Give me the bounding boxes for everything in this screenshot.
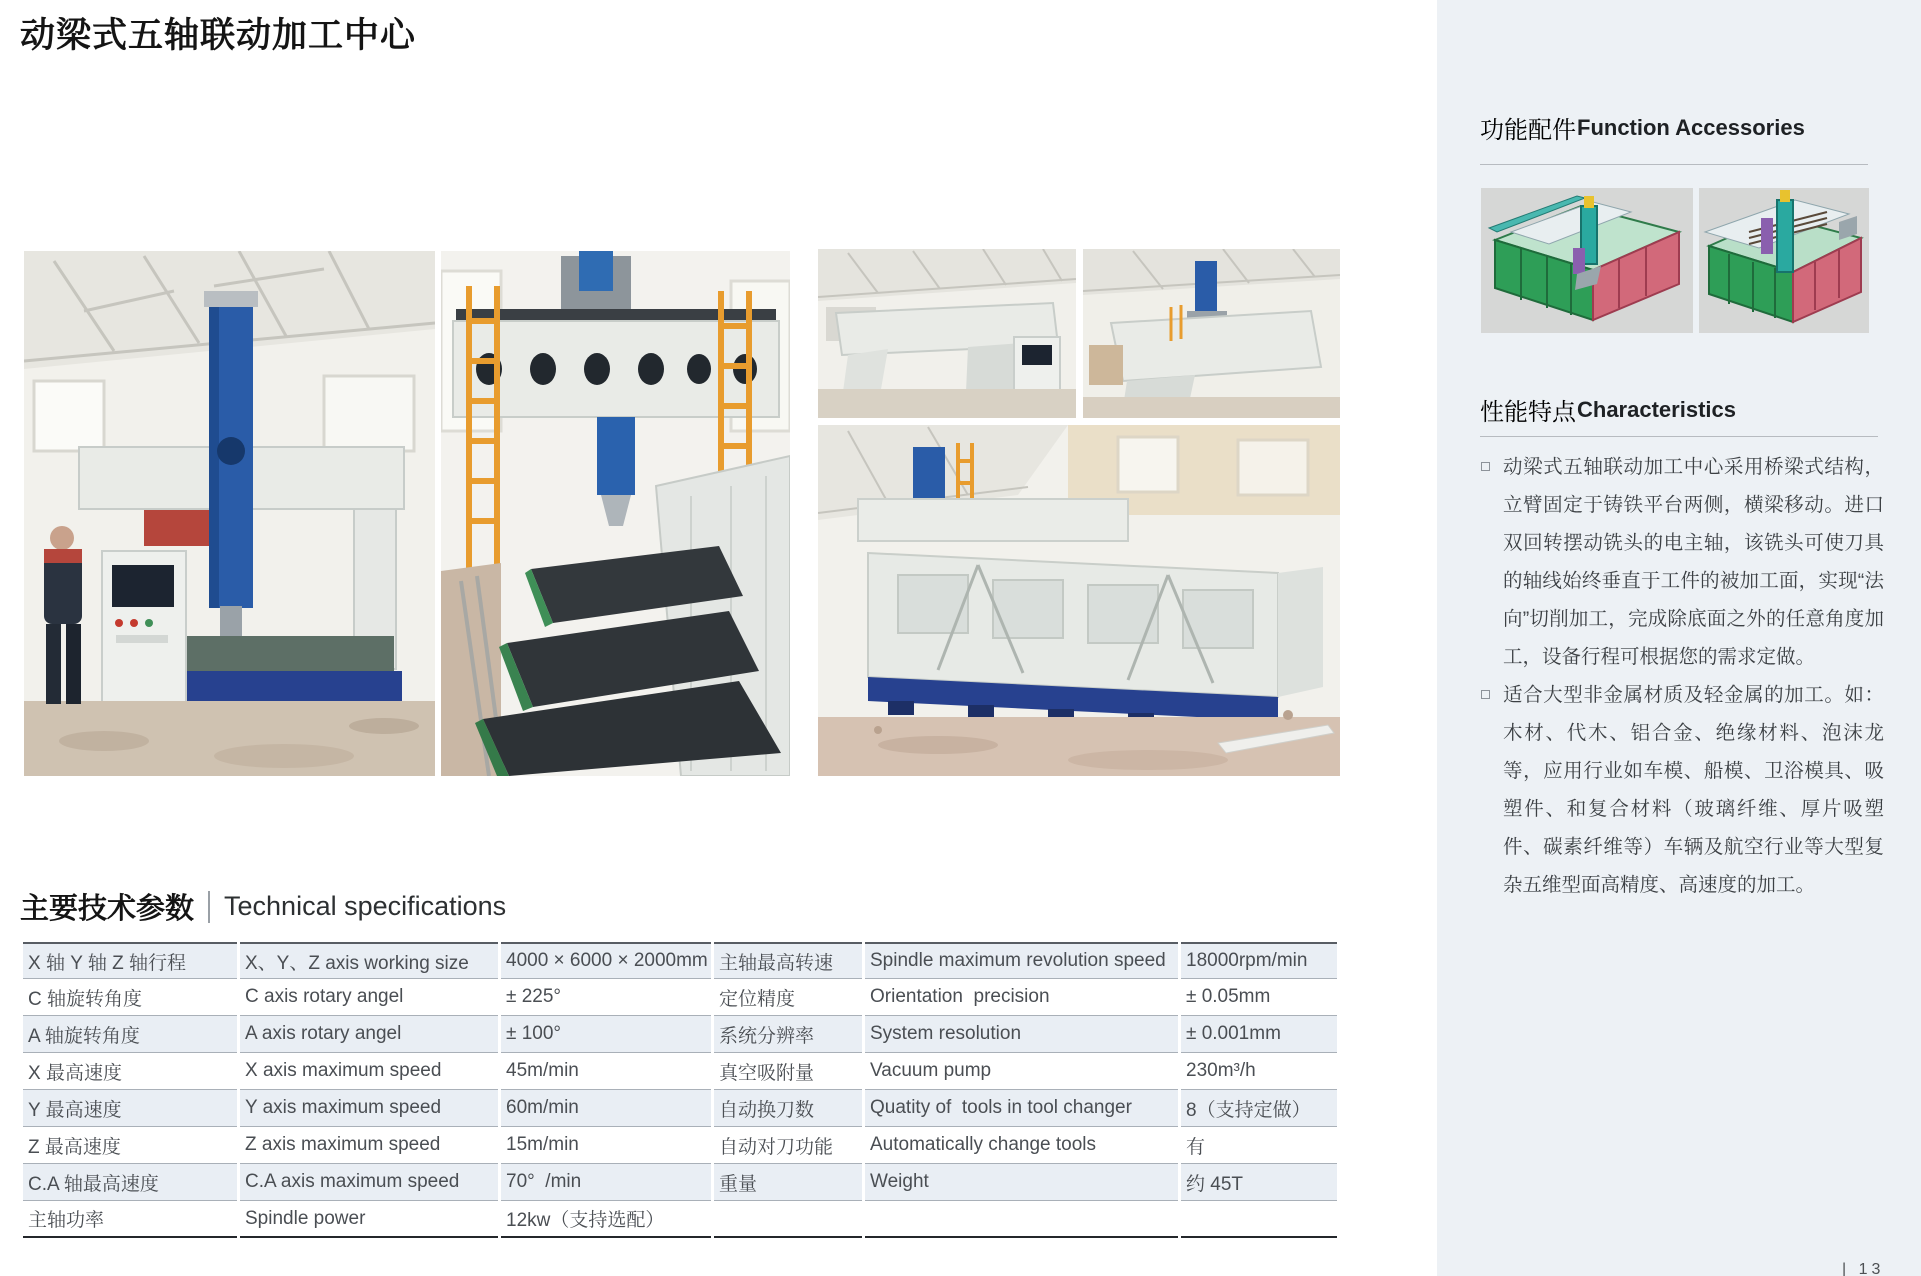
spec-cn: 自动换刀数 [714, 1090, 862, 1127]
table-row [23, 1090, 1337, 1127]
characteristics-title-cn: 性能特点 [1480, 399, 1576, 426]
photo-machine-enclosure [818, 425, 1340, 776]
spec-en: X、Y、Z axis working size [240, 942, 498, 979]
spec-en [865, 1201, 1178, 1238]
accessories-title-cn: 功能配件 [1480, 117, 1576, 144]
spec-cn: 真空吸附量 [714, 1053, 862, 1090]
accessory-cad-render-1-image [1481, 188, 1693, 333]
list-item [1480, 676, 1884, 904]
accessory-cad-render-2 [1699, 188, 1869, 333]
spec-value: 12kw（支持选配） [501, 1201, 711, 1238]
table-row [23, 1016, 1337, 1053]
spec-en: Quatity of tools in tool changer [865, 1090, 1178, 1127]
photo-machine-blue-column-image [1083, 249, 1340, 418]
spec-value: ± 100° [501, 1016, 711, 1053]
spec-value: ± 225° [501, 979, 711, 1016]
specs-heading [20, 886, 506, 927]
table-row [23, 942, 1337, 979]
spec-cn: Y 最高速度 [23, 1090, 237, 1127]
spec-cn: 重量 [714, 1164, 862, 1201]
spec-value: 60m/min [501, 1090, 711, 1127]
photo-machine-with-operator [24, 251, 435, 776]
characteristic-text: 适合大型非金属材质及轻金属的加工。如：木材、代木、铝合金、绝缘材料、泡沫龙等，应用行业如车模、船模、卫浴模具、吸塑件、和复合材料（玻璃纤维、厚片吸塑件、碳素纤维等）车辆及航空行业等大型复杂五维型面高精度、高速度的加工。 [1503, 684, 1884, 896]
spec-cn: 主轴功率 [23, 1201, 237, 1238]
spec-value: 230m³/h [1181, 1053, 1337, 1090]
spec-cn: C.A 轴最高速度 [23, 1164, 237, 1201]
characteristics-title-en: Characteristics [1577, 396, 1736, 422]
photo-machine-side-view [818, 249, 1076, 418]
spec-en: Y axis maximum speed [240, 1090, 498, 1127]
specs-title-cn: 主要技术参数 [20, 893, 195, 925]
spec-en: Spindle maximum revolution speed [865, 942, 1178, 979]
spec-value: 4000 × 6000 × 2000mm [501, 942, 711, 979]
spec-value: 约 45T [1181, 1164, 1337, 1201]
spec-en: X axis maximum speed [240, 1053, 498, 1090]
spec-en: Weight [865, 1164, 1178, 1201]
characteristics-heading [1480, 392, 1736, 427]
spec-value: 18000rpm/min [1181, 942, 1337, 979]
sidebar [1437, 0, 1921, 1276]
accessory-cad-render-1 [1481, 188, 1693, 333]
spec-en: C.A axis maximum speed [240, 1164, 498, 1201]
spec-cn: C 轴旋转角度 [23, 979, 237, 1016]
spec-value: 8（支持定做） [1181, 1090, 1337, 1127]
specs-title-en: Technical specifications [224, 891, 507, 921]
spec-cn: 定位精度 [714, 979, 862, 1016]
heading-divider [208, 891, 210, 923]
photo-machine-with-operator-image [24, 251, 435, 776]
spec-en: Vacuum pump [865, 1053, 1178, 1090]
photo-gantry-crossbeam [441, 251, 790, 776]
spec-en: Orientation precision [865, 979, 1178, 1016]
page-title: 动梁式五轴联动加工中心 [20, 16, 417, 55]
spec-en: A axis rotary angel [240, 1016, 498, 1053]
photo-machine-enclosure-image [818, 425, 1340, 776]
spec-cn: 自动对刀功能 [714, 1127, 862, 1164]
spec-en: Automatically change tools [865, 1127, 1178, 1164]
characteristics-list [1480, 448, 1884, 904]
list-item [1480, 448, 1884, 676]
spec-value: 15m/min [501, 1127, 711, 1164]
spec-value: ± 0.001mm [1181, 1016, 1337, 1053]
characteristics-rule [1480, 436, 1878, 437]
accessories-title-en: Function Accessories [1577, 114, 1805, 140]
spec-en: Z axis maximum speed [240, 1127, 498, 1164]
accessory-cad-render-2-image [1699, 188, 1869, 333]
spec-en: System resolution [865, 1016, 1178, 1053]
spec-value [1181, 1201, 1337, 1238]
spec-cn: X 轴 Y 轴 Z 轴行程 [23, 942, 237, 979]
table-row [23, 1164, 1337, 1201]
spec-value: 45m/min [501, 1053, 711, 1090]
accessories-heading [1480, 110, 1805, 145]
table-row [23, 1053, 1337, 1090]
table-row [23, 1127, 1337, 1164]
spec-value: 有 [1181, 1127, 1337, 1164]
table-row [23, 1201, 1337, 1238]
spec-cn: Z 最高速度 [23, 1127, 237, 1164]
spec-en: Spindle power [240, 1201, 498, 1238]
page-number: | 13 [1842, 1261, 1885, 1276]
spec-value: ± 0.05mm [1181, 979, 1337, 1016]
spec-cn: A 轴旋转角度 [23, 1016, 237, 1053]
specs-table [20, 942, 1340, 1238]
spec-cn [714, 1201, 862, 1238]
photo-gantry-crossbeam-image [441, 251, 790, 776]
photo-machine-blue-column [1083, 249, 1340, 418]
spec-cn: 主轴最高转速 [714, 942, 862, 979]
spec-value: 70° /min [501, 1164, 711, 1201]
table-row [23, 979, 1337, 1016]
photo-machine-side-view-image [818, 249, 1076, 418]
spec-cn: X 最高速度 [23, 1053, 237, 1090]
accessories-rule [1480, 164, 1868, 165]
characteristic-text: 动梁式五轴联动加工中心采用桥梁式结构，立臂固定于铸铁平台两侧，横梁移动。进口双回转摆动铣头的电主轴，该铣头可使刀具的轴线始终垂直于工件的被加工面，实现“法向”切削加工，完成除底面之外的任意角度加工，设备行程可根据您的需求定做。 [1503, 456, 1884, 668]
spec-en: C axis rotary angel [240, 979, 498, 1016]
spec-cn: 系统分辨率 [714, 1016, 862, 1053]
